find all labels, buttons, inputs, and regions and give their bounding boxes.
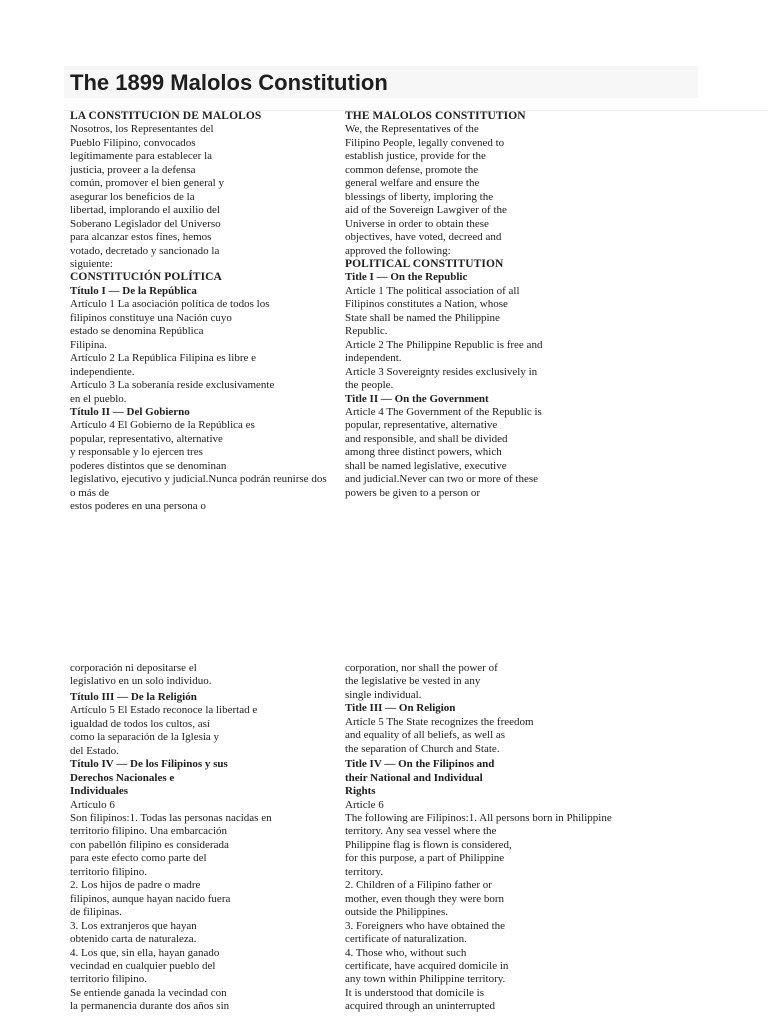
section-heading: Título I — De la República xyxy=(70,284,197,297)
paragraph: Artículo 2 La República Filipina es libre e independiente. xyxy=(70,352,257,378)
paragraph: Artículo 5 El Estado reconoce la libertad e igualdad de todos los cultos, así como la separación de la Iglesia y del Estado. xyxy=(70,704,258,757)
paragraph: corporation, nor shall the power of the legislative be vested in any single individual. xyxy=(345,662,498,701)
paragraph: Article 1 The political association of all Filipinos constitutes a Nation, whose State shall be named the Philippine Republic. xyxy=(345,284,520,338)
section-heading: POLITICAL CONSTITUTION xyxy=(345,257,504,270)
paragraph: Article 6 The following are Filipinos:1. All persons born in Philippine territory. Any sea vessel where the Philippine flag is flown is considered, for this purpose, a part of Philippine territory. 2. Children of a Filipino father or mother, even though they were born outside the Philippines. 3. Foreigners who have obtained the certificate of naturalization. 4. Those who, without such certificate, have acquired domicile in any town within Philippine territory. It is understood that domicile is acquired through an uninterrupted xyxy=(345,798,612,1013)
section-heading: LA CONSTITUCIÓN DE MALOLOS xyxy=(70,110,262,122)
spanish-column-bottom xyxy=(70,662,344,1014)
section-heading: CONSTITUCIÓN POLÍTICA xyxy=(70,271,222,284)
section-heading: Title IV — On the Filipinos and their National and Individual Rights xyxy=(345,758,495,798)
paragraph: Article 2 The Philippine Republic is free and independent. xyxy=(345,338,543,365)
paragraph: corporación ni depositarse el legislativo en un solo individuo. xyxy=(70,662,212,688)
section-heading: Título II — Del Gobierno xyxy=(70,405,190,418)
paragraph: Artículo 4 El Gobierno de la República es popular, representativo, alternative y responsable y lo ejercen tres poderes distintos que se denominan legislativo, ejecutivo y judicial.Nunca podrán reunirse dos o más de estos poderes en una persona o xyxy=(70,419,327,513)
section-heading: Title III — On Religion xyxy=(345,702,456,715)
section-heading: THE MALOLOS CONSTITUTION xyxy=(345,110,526,122)
paragraph: Artículo 6 Son filipinos:1. Todas las personas nacidas en territorio filipino. Una embarcación con pabellón filipino es considerada para este efecto como parte del territorio filipino. 2. Los hijos de padre o madre filipinos, aunque hayan nacido fuera de filipinas. 3. Los extranjeros que hayan obtenido carta de naturaleza. 4. Los que, sin ella, hayan ganado vecindad en cualquier pueblo del territorio filipino. Se entiende ganada la vecindad con la permanencia durante dos años sin xyxy=(70,798,272,1013)
english-column-top xyxy=(345,110,645,500)
section-heading: Title II — On the Government xyxy=(345,392,489,405)
paragraph: Nosotros, los Representantes del Pueblo Filipino, convocados legítimamente para establecer la justicia, proveer a la defensa común, promover el bien general y asegurar los beneficios de la libertad, implorando el auxilio del Soberano Legislador del Universo para alcanzar estos fines, hemos votado, decretado y sancionado la siguiente: xyxy=(70,123,224,270)
page-title: The 1899 Malolos Constitution xyxy=(70,70,388,95)
paragraph: Article 4 The Government of the Republic is popular, representative, alternative and responsible, and shall be divided among three distinct powers, which shall be named legislative, executive and judicial.Never can two or more of these powers be given to a person or xyxy=(345,405,542,499)
paragraph: Article 5 The State recognizes the freedom and equality of all beliefs, as well as the separation of Church and State. xyxy=(345,715,534,755)
section-heading: Title I — On the Republic xyxy=(345,271,468,284)
english-column-bottom xyxy=(345,662,645,1014)
section-heading: Título III — De la Religión xyxy=(70,690,197,703)
paragraph: Artículo 3 La soberanía reside exclusivamente en el pueblo. xyxy=(70,379,275,405)
paragraph: Artículo 1 La asociación política de todos los filipinos constituye una Nación cuyo estado se denomina República Filipina. xyxy=(70,298,270,351)
paragraph: Article 3 Sovereignty resides exclusively in the people. xyxy=(345,365,538,392)
spanish-column-top xyxy=(70,110,344,514)
paragraph: We, the Representatives of the Filipino People, legally convened to establish justice, provide for the common defense, promote the general welfare and ensure the blessings of liberty, imploring the aid of the Sovereign Lawgiver of the Universe in order to obtain these objectives, have voted, decreed and approved the following: xyxy=(345,123,507,257)
section-heading: Título IV — De los Filipinos y sus Derechos Nacionales e Individuales xyxy=(70,758,228,798)
